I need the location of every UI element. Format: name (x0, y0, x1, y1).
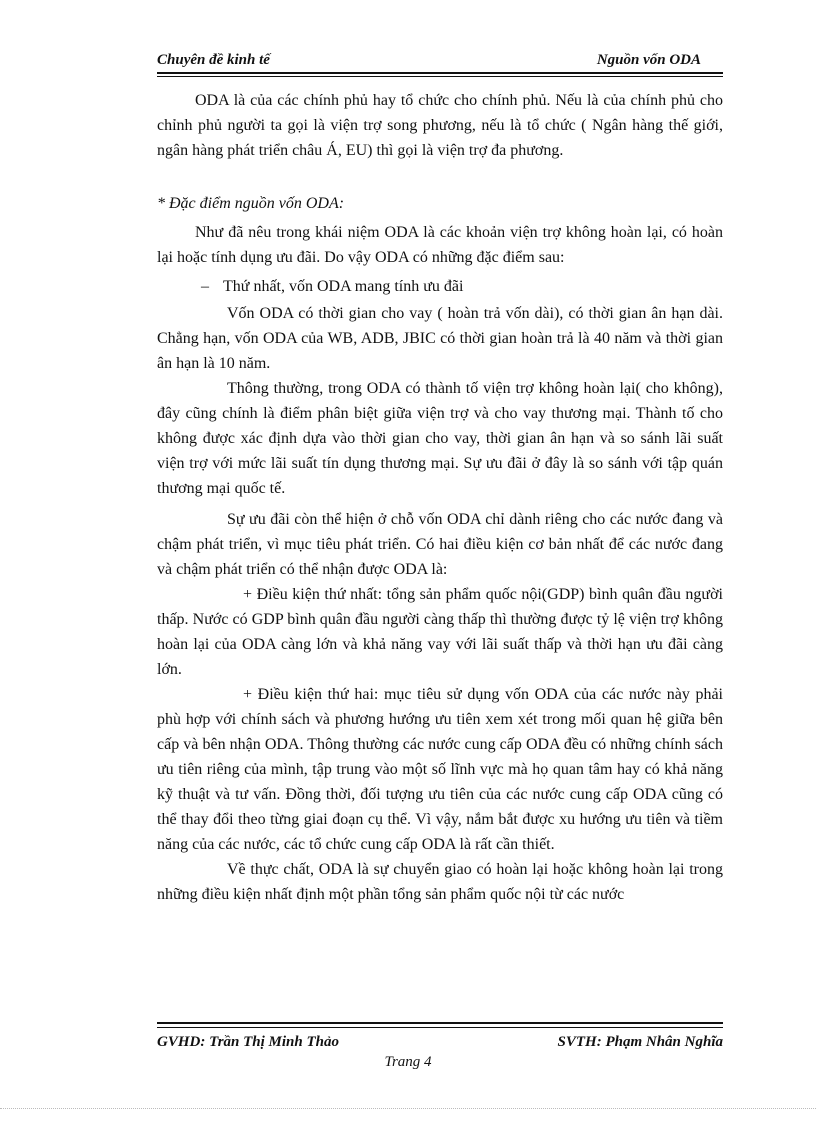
paragraph-preference: Sự ưu đãi còn thể hiện ở chỗ vốn ODA chỉ dành riêng cho các nước đang và chậm phát triển, vì mục tiêu phát triển. Có hai điều kiện cơ bản nhất để các nước đang và chậm phát triển có thể nhận được ODA là: (157, 511, 723, 578)
paragraph-grant-element: Thông thường, trong ODA có thành tố viện trợ không hoàn lại( cho không), đây cũng chính là điểm phân biệt giữa viện trợ và cho vay thương mại. Thành tố cho không được xác định dựa vào thời gian cho vay, thời gian ân hạn và so sánh lãi suất viện trợ với mức lãi suất tín dụng thương mại. Sự ưu đãi ở đây là so sánh với tập quán thương mại quốc tế. (157, 380, 723, 497)
header-rule (157, 72, 723, 74)
header-right-title: Nguồn vốn ODA (596, 52, 701, 68)
footer-student: SVTH: Phạm Nhân Nghĩa (557, 1034, 723, 1050)
paragraph-condition-2: + Điều kiện thứ hai: mục tiêu sử dụng vốn ODA của các nước này phải phù hợp với chính sách và phương hướng ưu tiên xem xét trong mối quan hệ giữa bên cấp và bên nhận ODA. Thông thường các nước cung cấp ODA đều có những chính sách ưu tiên riêng của mình, tập trung vào một số lĩnh vực mà họ quan tâm hay có khả năng kỹ thuật và tư vấn. Đồng thời, đối tượng ưu tiên của các nước cung cấp ODA cũng có thể thay đổi theo từng giai đoạn cụ thể. Vì vậy, nắm bắt được xu hướng ưu tiên và tiềm năng của các nước, các tổ chức cung cấp ODA là rất cần thiết. (157, 686, 723, 853)
section-heading: * Đặc điểm nguồn vốn ODA: (157, 195, 345, 212)
header-rule-thin (157, 76, 723, 77)
page-header (157, 52, 723, 74)
page-number: Trang 4 (384, 1054, 432, 1070)
page-footer (157, 1034, 723, 1056)
page-content (157, 88, 723, 907)
footer-rule (157, 1022, 723, 1024)
footer-advisor: GVHD: Trần Thị Minh Thảo (157, 1034, 339, 1050)
bullet-dash: – (201, 278, 209, 295)
paragraph-essence: Về thực chất, ODA là sự chuyển giao có hoàn lại hoặc không hoàn lại trong những điều kiện nhất định một phần tổng sản phẩm quốc nội từ các nước (157, 861, 723, 903)
page-edge-divider (0, 1108, 816, 1109)
bullet-text: Thứ nhất, vốn ODA mang tính ưu đãi (223, 278, 464, 295)
bullet-item (157, 274, 723, 299)
paragraph-intro: Như đã nêu trong khái niệm ODA là các khoản viện trợ không hoàn lại, có hoàn lại hoặc tính dụng ưu đãi. Do vậy ODA có những đặc điểm sau: (157, 224, 723, 266)
paragraph-oda-source: ODA là của các chính phủ hay tổ chức cho chính phủ. Nếu là của chính phủ cho chỉnh phủ người ta gọi là viện trợ song phương, nếu là tổ chức ( Ngân hàng thế giới, ngân hàng phát triển châu Á, EU) thì gọi là viện trợ đa phương. (157, 92, 723, 159)
paragraph-condition-1: + Điều kiện thứ nhất: tổng sản phẩm quốc nội(GDP) bình quân đầu người thấp. Nước có GDP bình quân đầu người càng thấp thì thường được tỷ lệ viện trợ không hoàn lại của ODA càng lớn và khả năng vay với lãi suất thấp và thời hạn ưu đãi càng lớn. (157, 586, 723, 678)
footer-rule-thin (157, 1027, 723, 1028)
paragraph-loan-term: Vốn ODA có thời gian cho vay ( hoàn trả vốn dài), có thời gian ân hạn dài. Chẳng hạn, vốn ODA của WB, ADB, JBIC có thời gian hoàn trả là 40 năm và thời gian ân hạn là 10 năm. (157, 305, 723, 372)
header-left-title: Chuyên đề kinh tế (157, 52, 270, 68)
